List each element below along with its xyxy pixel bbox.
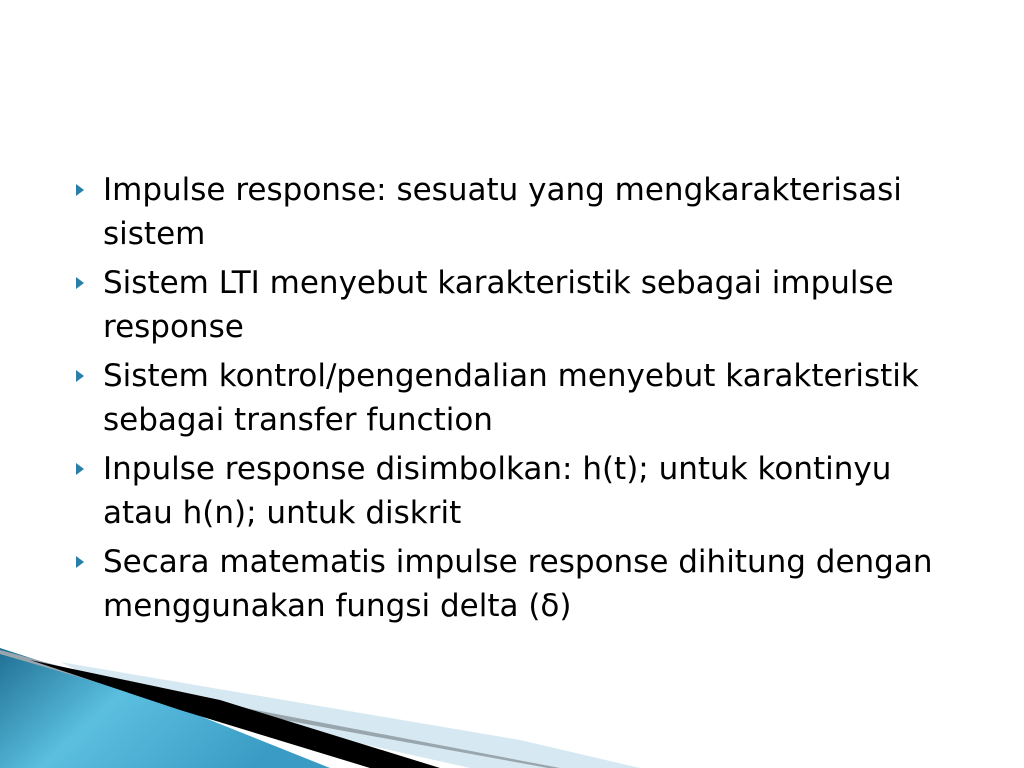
bullet-item (76, 168, 956, 256)
bullet-text: Inpulse response disimbolkan: h(t); untuk kontinyu atau h(n); untuk diskrit (103, 451, 892, 531)
blue-wave-band (0, 648, 330, 768)
triangle-bullet-icon (76, 556, 84, 568)
bullet-item (76, 354, 956, 442)
bullet-item (76, 261, 956, 349)
triangle-bullet-icon (76, 370, 84, 382)
bullet-list (76, 168, 956, 633)
bullet-text: Sistem kontrol/pengendalian menyebut karakteristik sebagai transfer function (103, 358, 919, 438)
grey-stripe (0, 650, 560, 768)
triangle-bullet-icon (76, 184, 84, 196)
pale-wave-band (60, 662, 640, 768)
triangle-bullet-icon (76, 463, 84, 475)
bullet-item (76, 447, 956, 535)
bullet-text: Sistem LTI menyebut karakteristik sebagai impulse response (103, 265, 894, 345)
triangle-bullet-icon (76, 277, 84, 289)
bullet-text: Secara matematis impulse response dihitung dengan menggunakan fungsi delta (δ) (103, 544, 933, 624)
black-stripe (30, 660, 440, 768)
bullet-text: Impulse response: sesuatu yang mengkarakterisasi sistem (103, 172, 902, 252)
bullet-item (76, 540, 956, 628)
